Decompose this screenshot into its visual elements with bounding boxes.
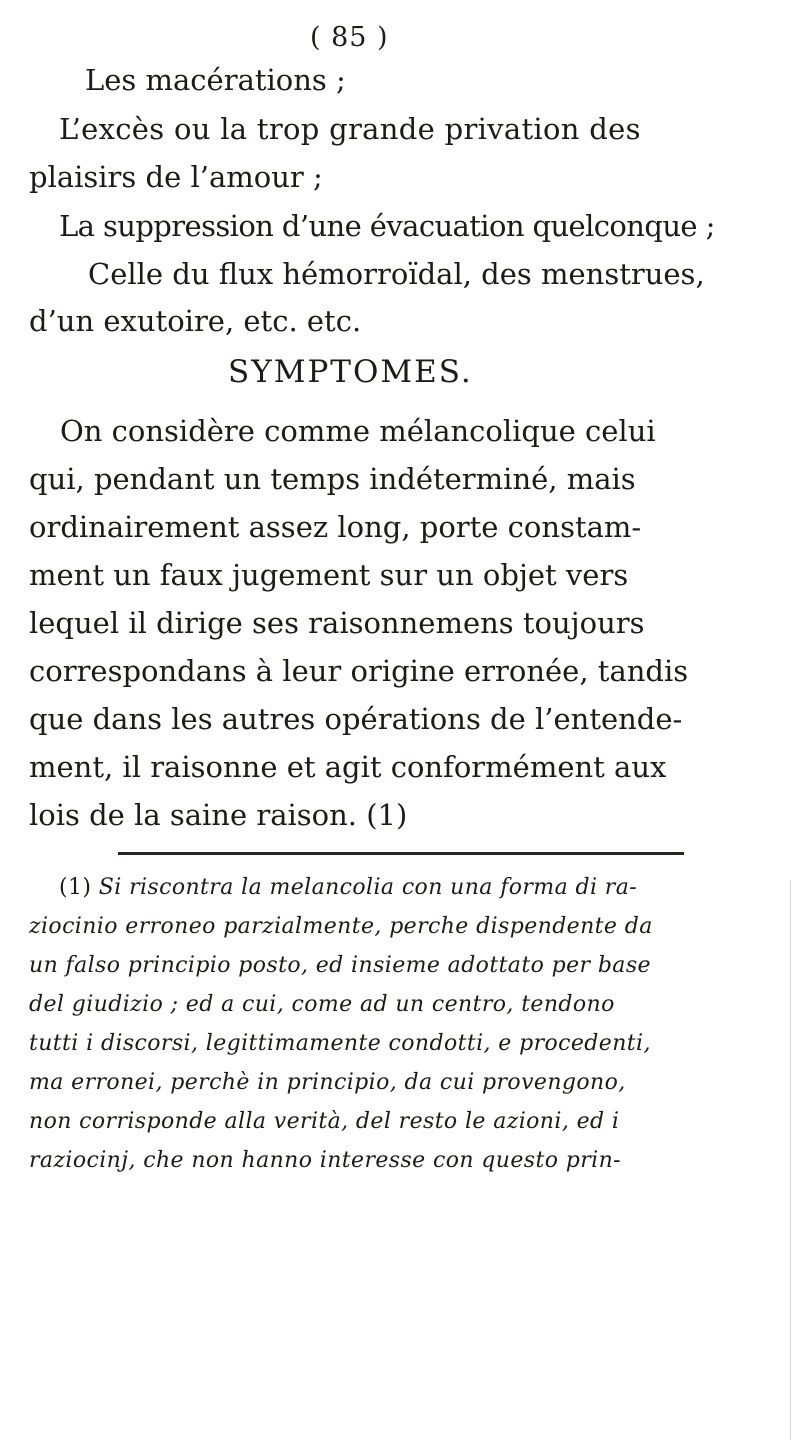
- footnote-line: tutti i discorsi, legittimamente condotti, e procedenti,: [29, 1031, 651, 1056]
- body-line: On considère comme mélancolique celui: [60, 414, 656, 448]
- list-line: L’excès ou la trop grande privation des: [59, 112, 641, 146]
- footnote-separator: [118, 852, 684, 855]
- footnote-line: ziocinio erroneo parzialmente, perche dispendente da: [29, 914, 653, 939]
- page-number: ( 85 ): [310, 22, 389, 53]
- body-line: ordinairement assez long, porte constam-: [29, 510, 642, 544]
- footnote-marker: (1): [59, 875, 92, 900]
- body-line: correspondans à leur origine erronée, tandis: [29, 654, 689, 688]
- footnote-line: ma erronei, perchè in principio, da cui provengono,: [29, 1070, 626, 1095]
- footnote-line: un falso principio posto, ed insieme adottato per base: [29, 953, 651, 978]
- footnote-line: non corrisponde alla verità, del resto le azioni, ed i: [29, 1109, 620, 1134]
- list-line: d’un exutoire, etc. etc.: [29, 304, 362, 338]
- body-line: que dans les autres opérations de l’entende-: [29, 702, 683, 736]
- body-line: qui, pendant un temps indéterminé, mais: [29, 462, 636, 496]
- body-line: lequel il dirige ses raisonnemens toujours: [29, 606, 645, 640]
- footnote-line: Si riscontra la melancolia con una forma di ra-: [98, 875, 638, 900]
- list-line: plaisirs de l’amour ;: [29, 160, 323, 194]
- body-line: ment, il raisonne et agit conformément aux: [29, 750, 667, 784]
- list-line: Les macérations ;: [85, 63, 346, 97]
- list-line-hemorroidal: Celle du flux hémorroïdal, des menstrues,: [88, 257, 705, 291]
- body-line: ment un faux jugement sur un objet vers: [29, 558, 629, 592]
- list-line: La suppression d’une évacuation quelconque ;: [59, 209, 715, 243]
- footnote-line: del giudizio ; ed a cui, come ad un centro, tendono: [29, 992, 615, 1017]
- footnote-line: raziocinj, che non hanno interesse con questo prin-: [29, 1148, 621, 1173]
- body-line: lois de la saine raison. (1): [29, 798, 408, 832]
- page-edge-shadow: [790, 880, 791, 1440]
- section-heading: SYMPTOMES.: [228, 354, 473, 390]
